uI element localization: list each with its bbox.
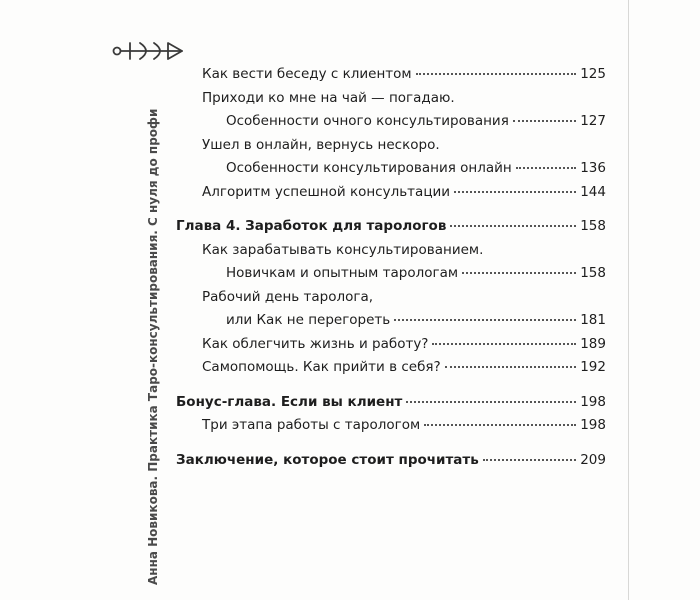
toc-dot-leader — [462, 272, 576, 274]
toc-page-number: 158 — [580, 218, 606, 234]
toc-dot-leader — [454, 191, 576, 193]
toc-entry-title: Глава 4. Заработок для тарологов — [176, 218, 447, 234]
toc-entry — [176, 66, 606, 90]
toc-entry-title: Как вести беседу с клиентом — [202, 66, 412, 82]
toc-page-number: 125 — [580, 66, 606, 82]
running-head: Анна Новикова. Практика Таро-консультирования. С нуля до профи — [146, 108, 160, 585]
toc-dot-leader — [406, 401, 576, 403]
toc-entry — [176, 312, 606, 336]
toc-dot-leader — [513, 120, 576, 122]
toc-dot-leader — [432, 343, 576, 345]
toc-entry — [176, 113, 606, 137]
toc-entry — [176, 242, 606, 266]
rune-arrow-ornament-icon — [112, 40, 184, 62]
toc-entry — [176, 137, 606, 161]
toc-entry — [176, 265, 606, 289]
toc-dot-leader — [394, 319, 576, 321]
toc-page-number: 181 — [580, 312, 606, 328]
toc-entry-title: Бонус-глава. Если вы клиент — [176, 393, 403, 410]
toc-entry-title: Алгоритм успешной консультации — [202, 183, 451, 200]
toc-entry-title: Новичкам и опытным тарологам — [226, 265, 459, 281]
toc-page-number: 192 — [580, 359, 606, 375]
toc-entry — [176, 184, 606, 208]
toc-page-number: 198 — [580, 417, 606, 433]
toc-entry-title: или Как не перегореть — [226, 312, 391, 328]
toc-entry — [176, 336, 606, 360]
toc-entry-title: Особенности очного консультирования — [226, 113, 509, 129]
toc-entry-title: Самопомощь. Как прийти в себя? — [202, 359, 441, 375]
toc-page-number: 209 — [580, 451, 606, 468]
toc-dot-leader — [516, 167, 576, 169]
toc-entry — [176, 218, 606, 242]
toc-dot-leader — [424, 424, 576, 426]
toc-page-number: 189 — [580, 335, 606, 352]
toc-page-number: 144 — [580, 183, 606, 200]
toc-entry-title: Приходи ко мне на чай — погадаю. — [202, 89, 455, 106]
page-edge — [628, 0, 629, 600]
toc-dot-leader — [445, 366, 577, 368]
toc-entry-title: Ушел в онлайн, вернусь нескоро. — [202, 136, 440, 153]
toc-entry — [176, 90, 606, 114]
toc-page-number: 136 — [580, 160, 606, 176]
toc-page-number: 127 — [580, 113, 606, 129]
toc-entry — [176, 417, 606, 441]
toc-entry-title: Как облегчить жизнь и работу? — [202, 335, 429, 352]
toc-dot-leader — [416, 73, 577, 75]
toc-entry-title: Заключение, которое стоит прочитать — [176, 451, 479, 468]
toc-entry — [176, 394, 606, 418]
toc-entry-title: Особенности консультирования онлайн — [226, 160, 512, 176]
toc-entry — [176, 160, 606, 184]
toc-entry-title: Три этапа работы с тарологом — [202, 417, 421, 433]
toc-entry-title: Рабочий день таролога, — [202, 288, 374, 305]
toc-entry — [176, 452, 606, 476]
toc-entry — [176, 289, 606, 313]
toc-dot-leader — [450, 225, 576, 227]
toc-page-number: 198 — [580, 393, 606, 410]
toc-entry — [176, 359, 606, 383]
toc-dot-leader — [483, 459, 576, 461]
toc-entry-title: Как зарабатывать консультированием. — [202, 241, 484, 258]
toc-page-number: 158 — [580, 265, 606, 281]
table-of-contents — [176, 66, 606, 475]
